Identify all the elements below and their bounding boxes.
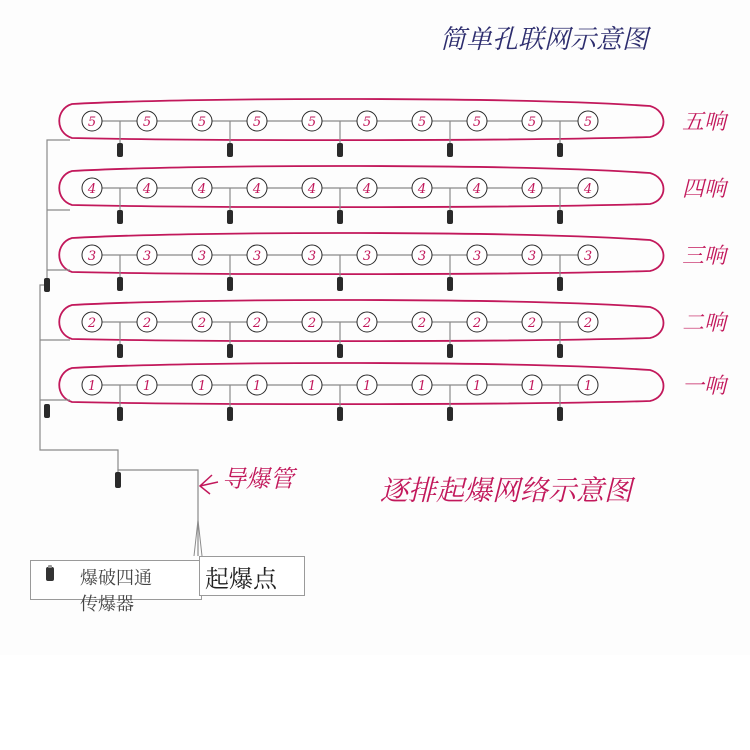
hole-delay-number: 1	[417, 379, 427, 394]
ignition-point-label: 起爆点	[205, 565, 277, 593]
hole-delay-number: 1	[252, 379, 262, 394]
detonator	[557, 143, 563, 157]
hole-delay-number: 2	[197, 316, 207, 331]
hole-delay-number: 1	[362, 379, 372, 394]
main-detonator	[115, 472, 121, 488]
hole-delay-number: 3	[252, 249, 262, 264]
detonator	[117, 143, 123, 157]
delay-row-label: 一响	[682, 374, 727, 399]
detonator	[117, 277, 123, 291]
hole-delay-number: 1	[527, 379, 537, 394]
detonator	[227, 277, 233, 291]
detonator	[227, 407, 233, 421]
detonator	[227, 344, 233, 358]
detonator	[447, 407, 453, 421]
hole-delay-number: 1	[583, 379, 593, 394]
hole-delay-number: 5	[87, 115, 97, 130]
hole-delay-number: 3	[362, 249, 372, 264]
trunk-detonator	[44, 404, 50, 418]
detonator	[557, 407, 563, 421]
detonator-icon	[46, 567, 54, 581]
hole-delay-number: 4	[472, 182, 482, 197]
hole-delay-number: 4	[583, 182, 593, 197]
delay-row-label: 四响	[682, 177, 727, 202]
hole-delay-number: 5	[307, 115, 317, 130]
hole-delay-number: 1	[197, 379, 207, 394]
trunk-line	[47, 140, 70, 285]
detonating-tube-label: 导爆管	[222, 465, 294, 493]
hole-delay-number: 3	[417, 249, 427, 264]
hole-delay-number: 1	[87, 379, 97, 394]
detonator	[447, 143, 453, 157]
delay-row-4	[59, 166, 729, 224]
hole-delay-number: 3	[197, 249, 207, 264]
hole-delay-number: 1	[142, 379, 152, 394]
hole-delay-number: 5	[472, 115, 482, 130]
detonator	[447, 344, 453, 358]
detonator	[557, 277, 563, 291]
network-subtitle: 逐排起爆网络示意图	[380, 474, 633, 507]
legend-line-2: 传爆器	[80, 594, 134, 615]
hole-delay-number: 4	[142, 182, 152, 197]
trunk-line	[40, 285, 118, 470]
detonator	[227, 143, 233, 157]
hole-delay-number: 2	[252, 316, 262, 331]
rows-layer	[59, 99, 729, 421]
detonator	[337, 143, 343, 157]
detonator	[227, 210, 233, 224]
detonator	[337, 210, 343, 224]
hole-delay-number: 2	[307, 316, 317, 331]
hole-delay-number: 5	[252, 115, 262, 130]
ignition-lead	[118, 470, 198, 556]
hole-delay-number: 2	[583, 316, 593, 331]
diagram-title: 简单孔联网示意图	[440, 25, 649, 55]
hole-delay-number: 3	[583, 249, 593, 264]
hole-delay-number: 3	[307, 249, 317, 264]
hole-delay-number: 3	[472, 249, 482, 264]
delay-row-label: 五响	[682, 110, 727, 135]
delay-row-label: 三响	[682, 244, 727, 269]
hole-delay-number: 5	[197, 115, 207, 130]
hole-delay-number: 3	[142, 249, 152, 264]
delay-row-label: 二响	[682, 311, 727, 336]
detonating-tube-arrow	[200, 475, 218, 494]
hole-delay-number: 4	[197, 182, 207, 197]
detonator	[557, 210, 563, 224]
hole-delay-number: 4	[87, 182, 97, 197]
detonator	[557, 344, 563, 358]
hole-delay-number: 4	[527, 182, 537, 197]
hole-delay-number: 5	[583, 115, 593, 130]
hole-delay-number: 2	[527, 316, 537, 331]
hole-delay-number: 5	[527, 115, 537, 130]
detonator	[337, 407, 343, 421]
hole-delay-number: 4	[417, 182, 427, 197]
hole-delay-number: 4	[362, 182, 372, 197]
detonator	[337, 277, 343, 291]
hole-delay-number: 1	[307, 379, 317, 394]
hole-delay-number: 5	[142, 115, 152, 130]
legend-line-1: 爆破四通	[80, 568, 152, 589]
hole-delay-number: 2	[142, 316, 152, 331]
hole-delay-number: 2	[472, 316, 482, 331]
hole-delay-number: 2	[417, 316, 427, 331]
hole-delay-number: 2	[362, 316, 372, 331]
detonator	[447, 277, 453, 291]
delay-row-2	[59, 300, 729, 358]
trunk-detonator	[44, 278, 50, 292]
hole-delay-number: 5	[417, 115, 427, 130]
legend-text	[80, 566, 152, 618]
hole-delay-number: 3	[87, 249, 97, 264]
detonator	[447, 210, 453, 224]
detonator	[117, 344, 123, 358]
hole-delay-number: 4	[252, 182, 262, 197]
delay-row-1	[59, 363, 729, 421]
hole-delay-number: 4	[307, 182, 317, 197]
hole-delay-number: 2	[87, 316, 97, 331]
detonator	[337, 344, 343, 358]
hole-delay-number: 1	[472, 379, 482, 394]
hole-delay-number: 3	[527, 249, 537, 264]
detonator	[117, 210, 123, 224]
delay-row-5	[59, 99, 729, 157]
delay-row-3	[59, 233, 729, 291]
detonator	[117, 407, 123, 421]
hole-delay-number: 5	[362, 115, 372, 130]
